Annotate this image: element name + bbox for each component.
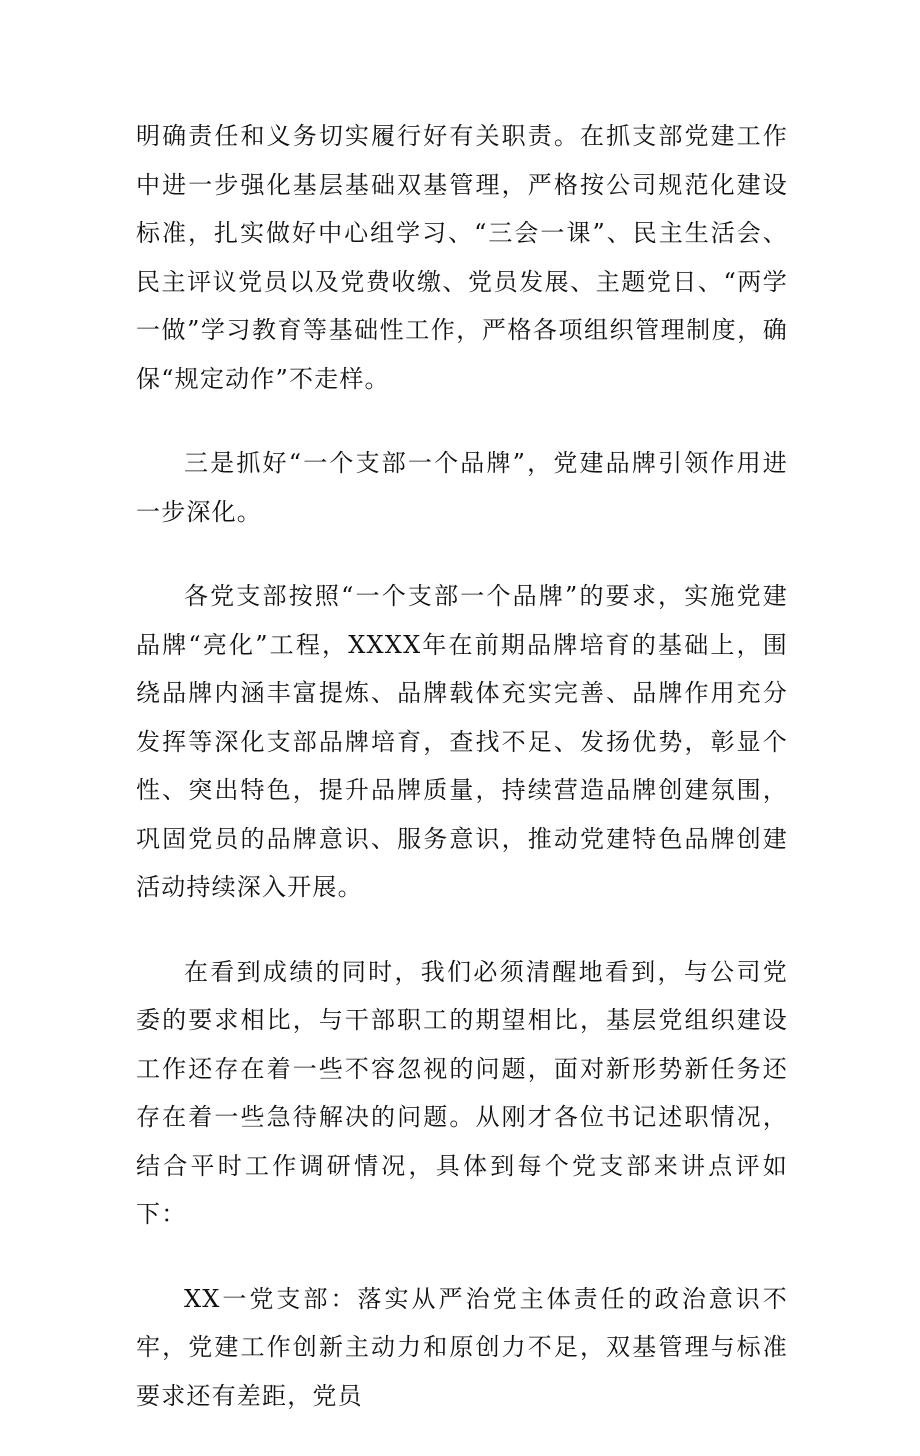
paragraph-5: XX一党支部：落实从严治党主体责任的政治意识不牢，党建工作创新主动力和原创力不足，双基管理与标准要求还有差距，党员 [136, 1284, 788, 1410]
paragraph-1: 明确责任和义务切实履行好有关职责。在抓支部党建工作中进一步强化基层基础双基管理，严格按公司规范化建设标准，扎实做好中心组学习、“三会一课”、民主生活会、民主评议党员以及党费收缴、党员发展、主题党日、“两学一做”学习教育等基础性工作，严格各项组织管理制度，确保“规定动作”不走样。 [136, 122, 788, 393]
document-body [136, 112, 788, 1456]
paragraph-2: 三是抓好“一个支部一个品牌”，党建品牌引领作用进一步深化。 [136, 449, 788, 526]
paragraph-4: 在看到成绩的同时，我们必须清醒地看到，与公司党委的要求相比，与干部职工的期望相比，基层党组织建设工作还存在着一些不容忽视的问题，面对新形势新任务还存在着一些急待解决的问题。从刚才各位书记述职情况，结合平时工作调研情况，具体到每个党支部来讲点评如下： [136, 957, 788, 1228]
paragraph-3: 各党支部按照“一个支部一个品牌”的要求，实施党建品牌“亮化”工程，XXXX年在前期品牌培育的基础上，围绕品牌内涵丰富提炼、品牌载体充实完善、品牌作用充分发挥等深化支部品牌培育，查找不足、发扬优势，彰显个性、突出特色，提升品牌质量，持续营造品牌创建氛围，巩固党员的品牌意识、服务意识，推动党建特色品牌创建活动持续深入开展。 [136, 582, 788, 901]
